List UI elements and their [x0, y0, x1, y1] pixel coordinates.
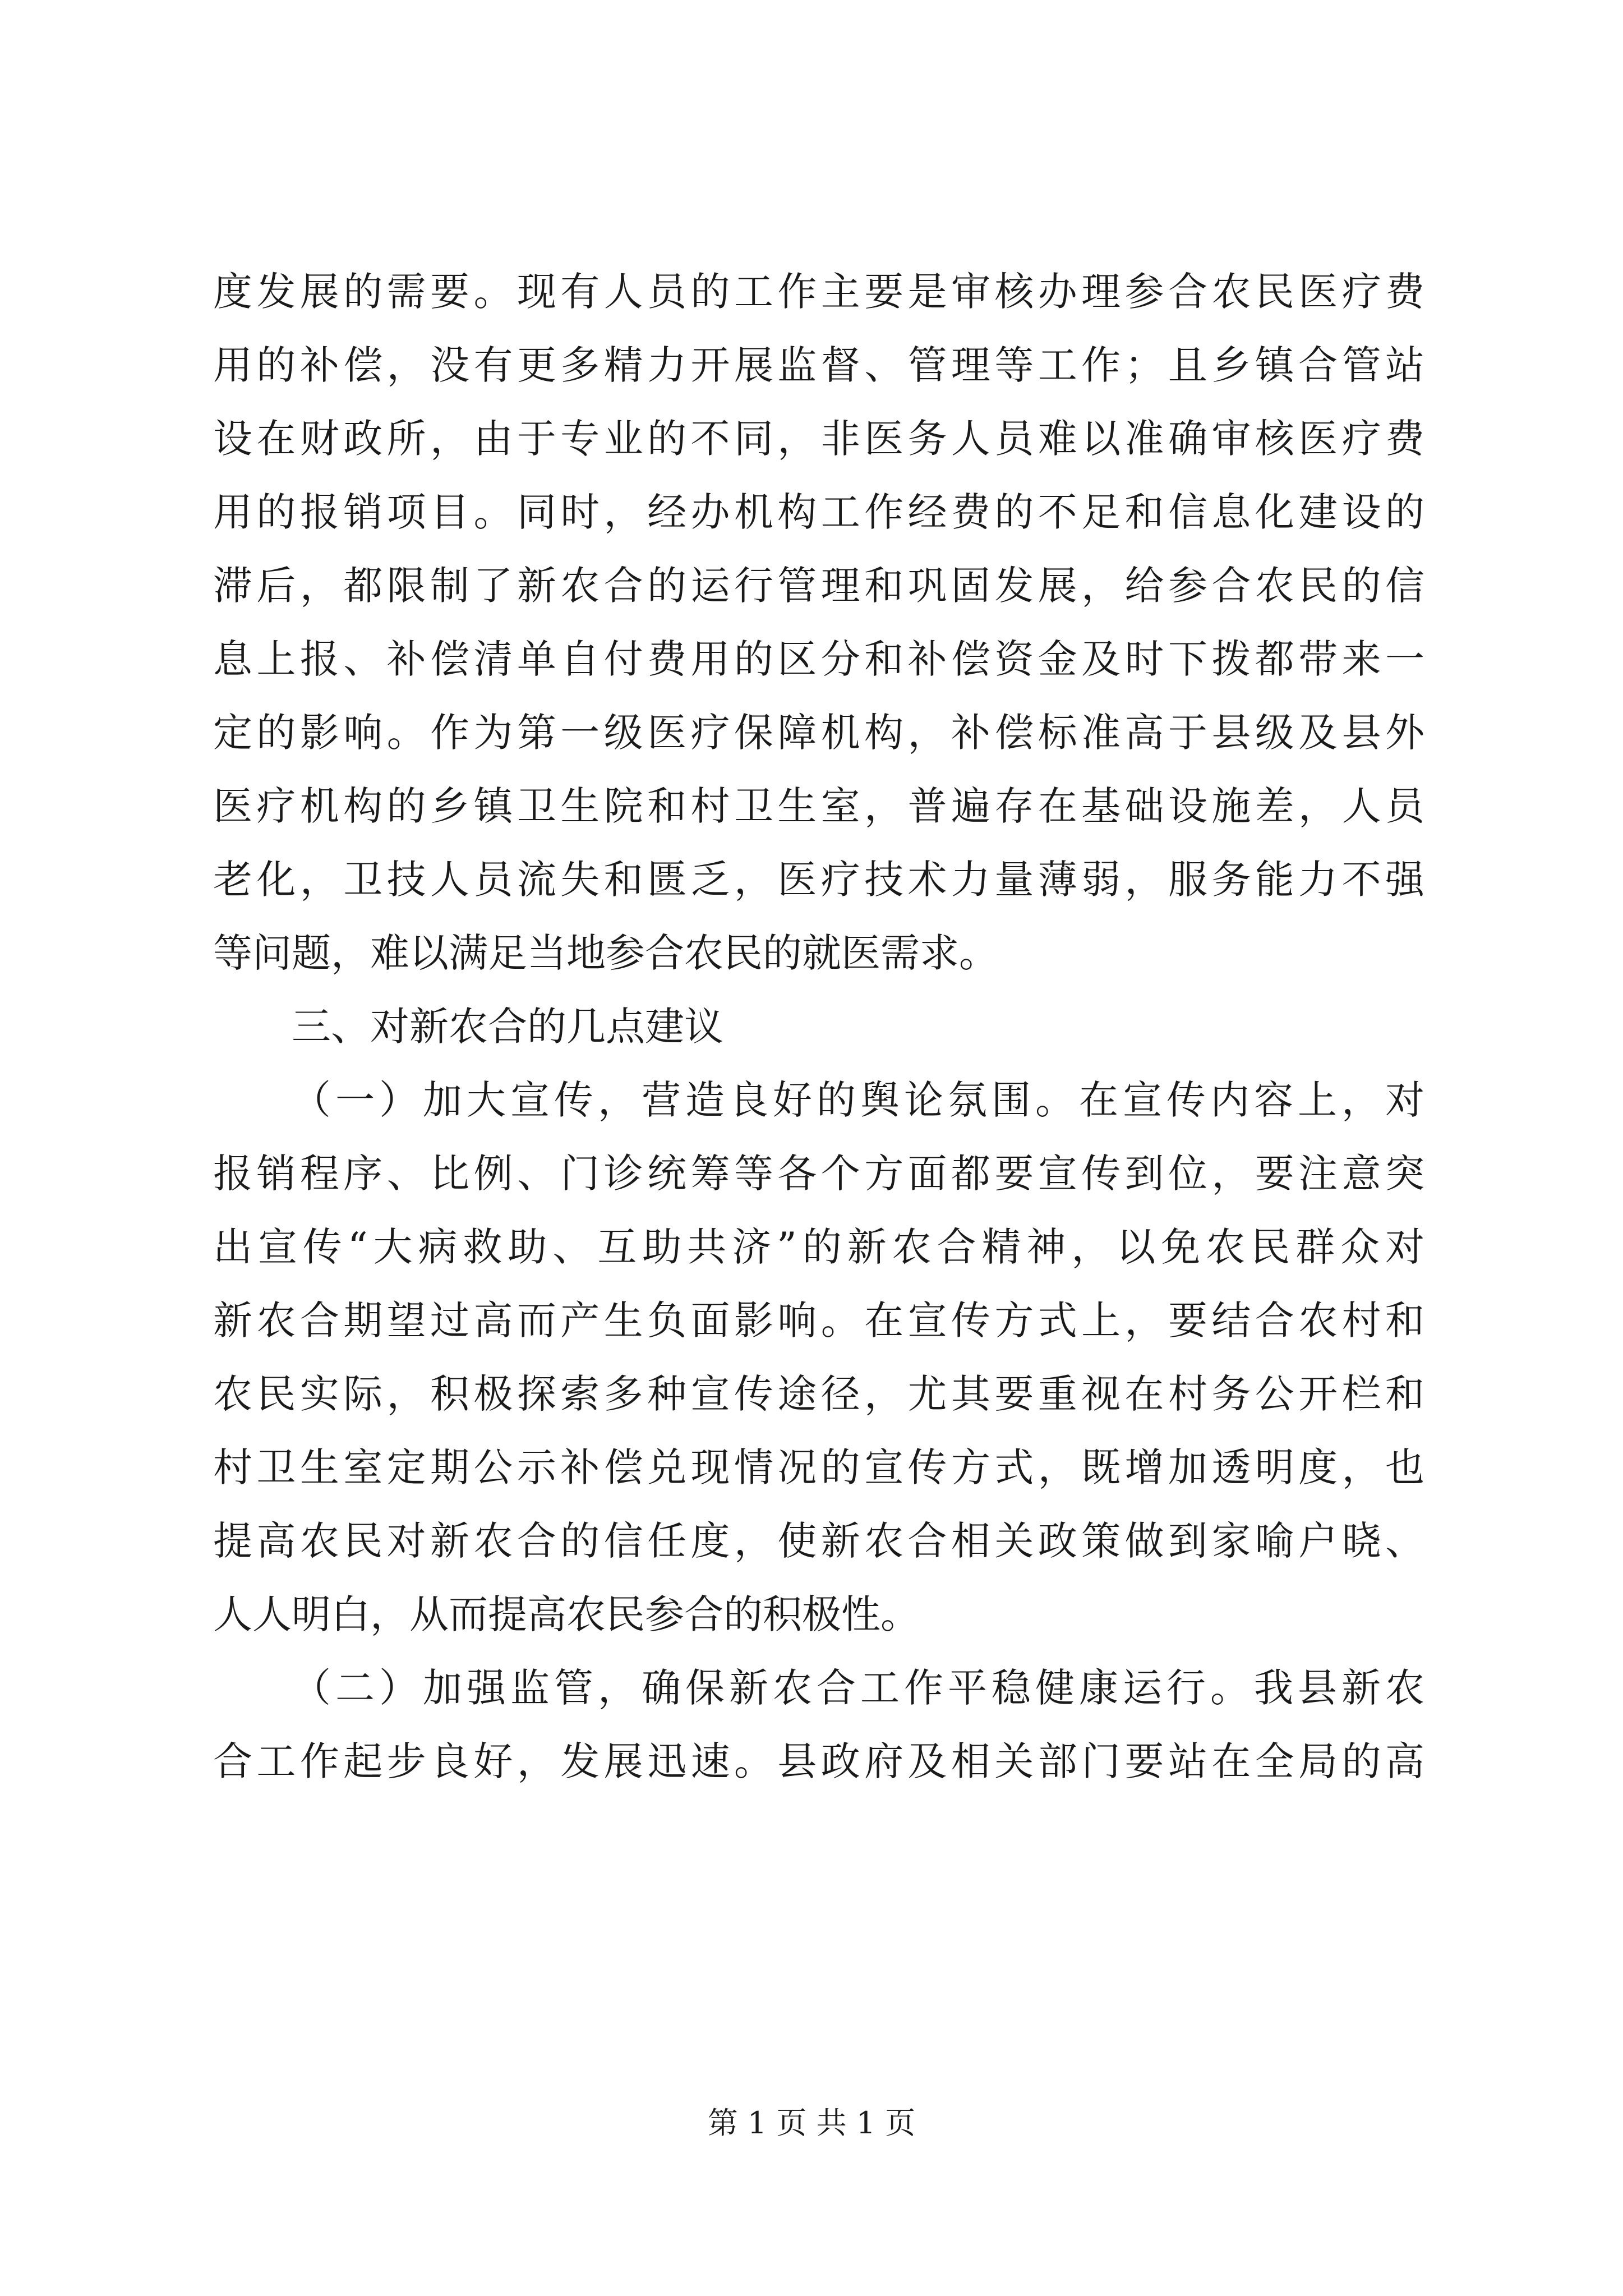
text-line: 息上报、补偿清单自付费用的区分和补偿资金及时下拨都带来一	[213, 636, 1424, 682]
text-line: 老化，卫技人员流失和匮乏，医疗技术力量薄弱，服务能力不强	[213, 857, 1424, 903]
text-line: （一）加大宣传，营造良好的舆论氛围。在宣传内容上，对	[292, 1077, 1424, 1123]
text-line: 人人明白，从而提高农民参合的积极性。	[213, 1591, 920, 1637]
text-line: 等问题，难以满足当地参合农民的就医需求。	[213, 930, 998, 976]
text-line: 合工作起步良好，发展迅速。县政府及相关部门要站在全局的高	[213, 1738, 1424, 1784]
text-line: 滞后，都限制了新农合的运行管理和巩固发展，给参合农民的信	[213, 563, 1424, 609]
text-line: 农民实际，积极探索多种宣传途径，尤其要重视在村务公开栏和	[213, 1371, 1424, 1417]
text-line: 三、对新农合的几点建议	[292, 1004, 723, 1050]
text-line: 提高农民对新农合的信任度，使新农合相关政策做到家喻户晓、	[213, 1518, 1424, 1564]
document-body	[213, 255, 1424, 1798]
text-line: 医疗机构的乡镇卫生院和村卫生室，普遍存在基础设施差，人员	[213, 783, 1424, 829]
text-line: （二）加强监管，确保新农合工作平稳健康运行。我县新农	[292, 1665, 1424, 1711]
text-line: 度发展的需要。现有人员的工作主要是审核办理参合农民医疗费	[213, 269, 1424, 315]
text-line: 用的报销项目。同时，经办机构工作经费的不足和信息化建设的	[213, 489, 1424, 535]
text-line: 设在财政所，由于专业的不同，非医务人员难以准确审核医疗费	[213, 416, 1424, 462]
text-line: 新农合期望过高而产生负面影响。在宣传方式上，要结合农村和	[213, 1297, 1424, 1343]
text-line: 用的补偿，没有更多精力开展监督、管理等工作；且乡镇合管站	[213, 342, 1424, 388]
text-line: 定的影响。作为第一级医疗保障机构，补偿标准高于县级及县外	[213, 710, 1424, 756]
text-line: 报销程序、比例、门诊统筹等各个方面都要宣传到位，要注意突	[213, 1151, 1424, 1197]
text-line: 出宣传“大病救助、互助共济”的新农合精神，以免农民群众对	[213, 1224, 1424, 1270]
text-line: 村卫生室定期公示补偿兑现情况的宣传方式，既增加透明度，也	[213, 1444, 1424, 1490]
page-footer: 第 1 页 共 1 页	[707, 2105, 916, 2141]
